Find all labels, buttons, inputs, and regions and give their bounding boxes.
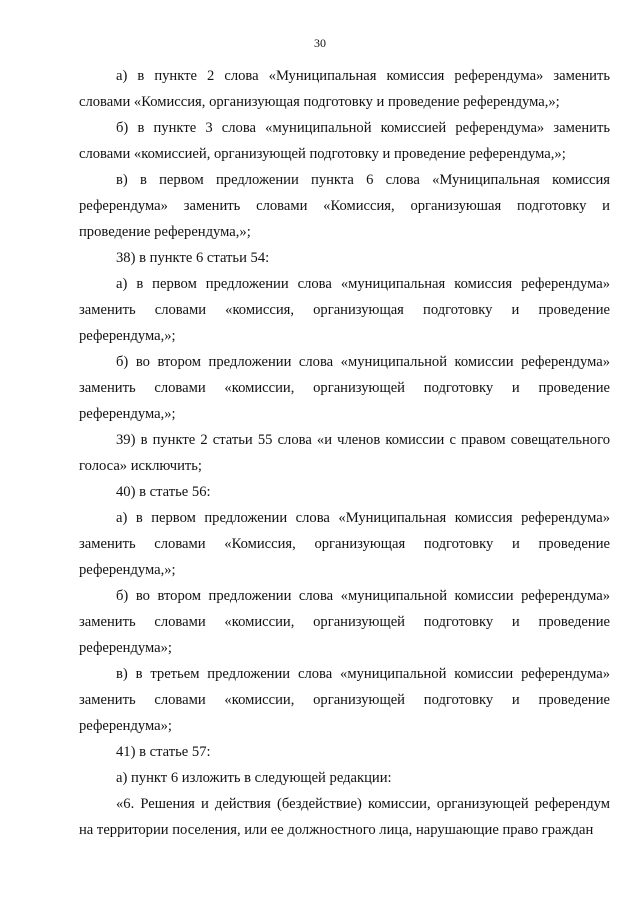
paragraph-40-article-56: 40) в статье 56: [116,484,211,500]
paragraph-38-article-54: 38) в пункте 6 статьи 54: [116,250,270,266]
paragraph-article-54-item-b: б) во втором предложении слова «муниципальной комиссии референдума» заменить словами «комиссии, организующей подготовку и проведение референдума,»; [79,354,610,422]
paragraph-article-56-item-a: а) в первом предложении слова «Муниципальная комиссия референдума» заменить словами «Комиссия, организующая подготовку и проведение референдума,»; [79,510,610,578]
paragraph-article-54-item-a: а) в первом предложении слова «муниципальная комиссия референдума» заменить словами «комиссия, организующая подготовку и проведение референдума,»; [79,276,610,344]
page-number: 30 [314,36,326,50]
paragraph-point-6-new-text: «6. Решения и действия (бездействие) комиссии, организующей референдум на территории поселения, или ее должностного лица, нарушающие право граждан [79,796,610,838]
paragraph-39-article-55: 39) в пункте 2 статьи 55 слова «и членов комиссии с правом совещательного голоса» исключить; [79,432,610,474]
paragraph-41-article-57: 41) в статье 57: [116,744,211,760]
paragraph-item-a-point-2: а) в пункте 2 слова «Муниципальная комиссия референдума» заменить словами «Комиссия, организующая подготовку и проведение референдума,»; [79,68,610,110]
paragraph-item-v-point-6: в) в первом предложении пункта 6 слова «Муниципальная комиссия референдума» заменить словами «Комиссия, организуюшая подготовку и проведение референдума,»; [79,172,610,240]
paragraph-article-56-item-b: б) во втором предложении слова «муниципальной комиссии референдума» заменить словами «комиссии, организующей подготовку и проведение референдума»; [79,588,610,656]
document-body [79,63,610,843]
paragraph-article-57-item-a: а) пункт 6 изложить в следующей редакции: [116,770,392,786]
paragraph-item-b-point-3: б) в пункте 3 слова «муниципальной комиссией референдума» заменить словами «комиссией, организующей подготовку и проведение референдума,»; [79,120,610,162]
paragraph-article-56-item-v: в) в третьем предложении слова «муниципальной комиссии референдума» заменить словами «комиссии, организующей подготовку и проведение референдума»; [79,666,610,734]
